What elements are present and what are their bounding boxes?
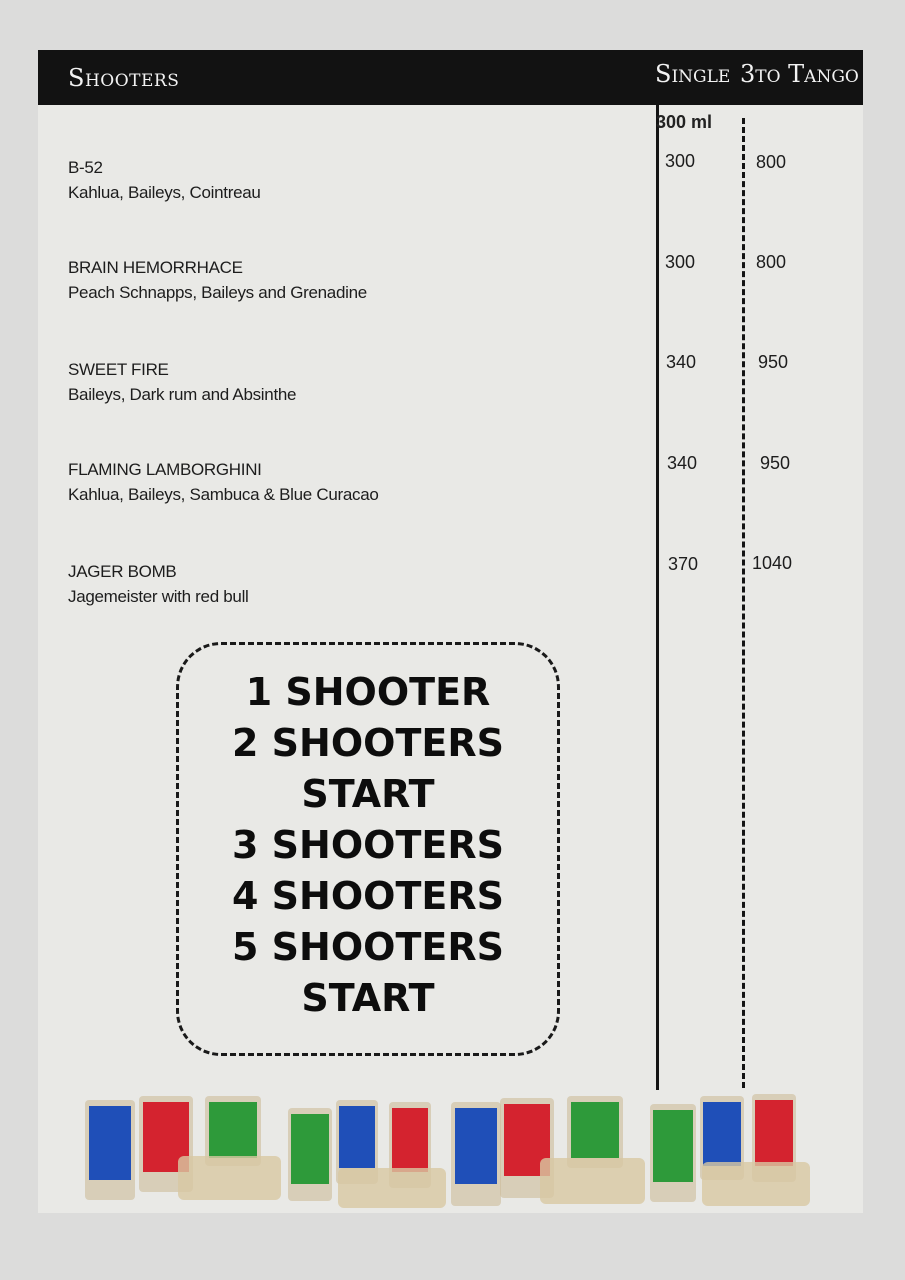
shot-glass-icon	[85, 1100, 135, 1200]
promo-line: 3 SHOOTERS	[232, 823, 504, 867]
promo-line: 1 SHOOTER	[245, 670, 491, 714]
promo-line: START	[301, 772, 435, 816]
price-single: 300	[665, 252, 696, 272]
menu-item	[68, 258, 367, 303]
shot-glass-lying-icon	[338, 1168, 446, 1208]
item-description: Kahlua, Baileys, Sambuca & Blue Curacao	[68, 485, 379, 504]
shot-glass-icon	[451, 1102, 501, 1206]
shot-glass-lying-icon	[702, 1162, 810, 1206]
item-name: B-52	[68, 158, 103, 177]
shot-glass-icon	[650, 1104, 696, 1202]
price-single: 370	[668, 554, 699, 574]
promo-line: 4 SHOOTERS	[232, 874, 504, 918]
promo-box	[176, 642, 560, 1056]
price-3-to-tango: 800	[756, 252, 787, 272]
price-single: 340	[667, 453, 698, 473]
menu-item	[68, 158, 261, 203]
menu-page	[38, 50, 863, 1213]
column-header-single: Single	[655, 60, 731, 88]
promo-line: 5 SHOOTERS	[232, 925, 504, 969]
price-3-to-tango: 800	[756, 152, 787, 172]
column-header-3-to-tango: 3to Tango	[740, 60, 859, 88]
item-name: SWEET FIRE	[68, 360, 169, 379]
item-name: JAGER BOMB	[68, 562, 177, 581]
menu-item	[68, 360, 296, 405]
item-description: Kahlua, Baileys, Cointreau	[68, 183, 261, 202]
item-description: Peach Schnapps, Baileys and Grenadine	[68, 283, 367, 302]
price-3-to-tango: 950	[758, 352, 789, 372]
column-divider-solid	[656, 105, 659, 1090]
price-single: 340	[666, 352, 697, 372]
menu-item	[68, 460, 379, 505]
shot-glasses-illustration	[38, 1090, 863, 1213]
shot-glass-lying-icon	[540, 1158, 645, 1204]
menu-item	[68, 562, 249, 607]
shot-glass-icon	[205, 1096, 261, 1166]
item-name: BRAIN HEMORRHACE	[68, 258, 243, 277]
promo-line: 2 SHOOTERS	[232, 721, 504, 765]
section-title: Shooters	[68, 64, 180, 92]
item-name: FLAMING LAMBORGHINI	[68, 460, 262, 479]
price-3-to-tango: 950	[760, 453, 791, 473]
item-description: Baileys, Dark rum and Absinthe	[68, 385, 297, 404]
shot-glass-lying-icon	[178, 1156, 281, 1200]
shot-glass-icon	[567, 1096, 623, 1168]
menu-header	[38, 50, 863, 105]
shot-glass-icon	[288, 1108, 332, 1201]
price-single: 300	[665, 151, 696, 171]
price-3-to-tango: 1040	[752, 553, 793, 573]
item-description: Jagemeister with red bull	[68, 587, 249, 606]
serving-size: 300 ml	[656, 112, 713, 132]
promo-line: START	[301, 976, 435, 1020]
column-divider-dashed	[742, 118, 745, 1088]
